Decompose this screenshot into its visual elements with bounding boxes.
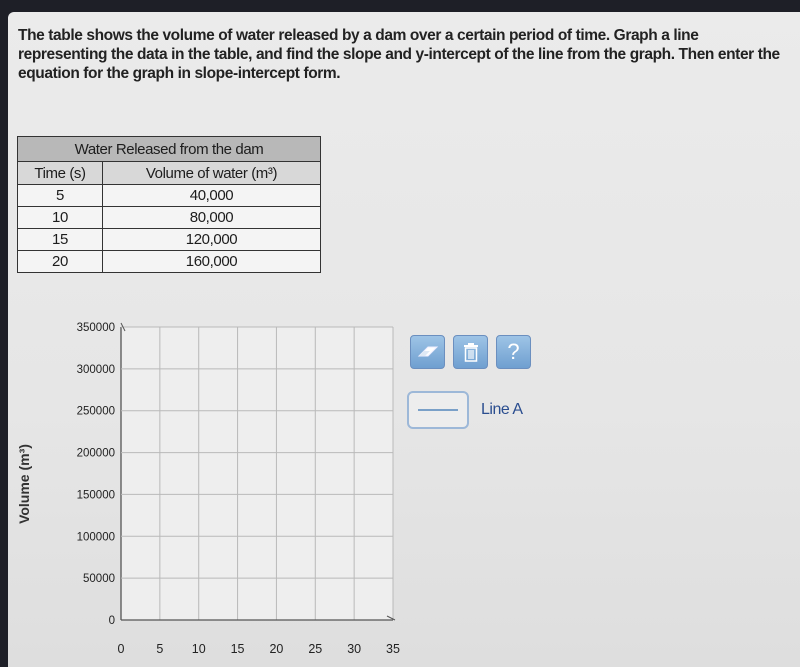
- data-table: [17, 136, 321, 273]
- plot-area[interactable]: [121, 327, 393, 620]
- y-tick-label: 50000: [83, 573, 115, 586]
- y-tick-label: 100000: [76, 531, 115, 544]
- table-row: [18, 251, 321, 273]
- x-tick-label: 35: [386, 642, 400, 656]
- table-header-time: Time (s): [18, 162, 103, 185]
- x-tick-label: 25: [308, 642, 323, 656]
- graph-canvas[interactable]: [55, 310, 400, 660]
- table-cell: 5: [18, 185, 103, 207]
- table-cell: 15: [18, 229, 103, 251]
- x-tick-label: 5: [156, 642, 164, 656]
- x-tick-label: 20: [269, 642, 284, 656]
- line-a-tool[interactable]: [407, 391, 469, 429]
- x-tick-label: 15: [230, 642, 245, 656]
- table-row: [18, 185, 321, 207]
- table-cell: 160,000: [103, 251, 321, 273]
- y-axis-label: Volume (m³): [16, 444, 32, 524]
- y-tick-label: 300000: [76, 363, 115, 376]
- y-tick-label: 0: [108, 615, 115, 627]
- line-a-label: Line A: [481, 401, 523, 418]
- table-cell: 10: [18, 207, 103, 229]
- delete-button[interactable]: [453, 335, 488, 369]
- y-tick-label: 250000: [76, 405, 115, 418]
- eraser-button[interactable]: [410, 335, 445, 369]
- table-caption: Water Released from the dam: [18, 137, 321, 162]
- line-icon: [418, 409, 458, 411]
- table-row: [18, 229, 321, 251]
- x-tick-label: 0: [117, 642, 125, 656]
- table-cell: 120,000: [103, 229, 321, 251]
- graph-toolbar: [410, 335, 531, 369]
- y-tick-label: 150000: [76, 489, 115, 502]
- y-tick-label: 350000: [76, 322, 115, 334]
- table-cell: 80,000: [103, 207, 321, 229]
- eraser-icon: [416, 344, 440, 360]
- trash-icon: [462, 342, 480, 362]
- table-header-volume: Volume of water (m³): [103, 162, 321, 185]
- y-tick-label: 200000: [76, 447, 115, 460]
- graph-grid: [121, 323, 395, 620]
- question-text: The table shows the volume of water released by a dam over a certain period of time. Graph a line representing the data in the table, and find the slope and y-intercept of the line from the graph. Then enter the equation for the graph in slope-intercept form.: [18, 27, 780, 82]
- x-tick-label: 10: [191, 642, 206, 656]
- table-cell: 20: [18, 251, 103, 273]
- table-cell: 40,000: [103, 185, 321, 207]
- help-button[interactable]: ?: [496, 335, 531, 369]
- x-tick-label: 30: [347, 642, 362, 656]
- table-row: [18, 207, 321, 229]
